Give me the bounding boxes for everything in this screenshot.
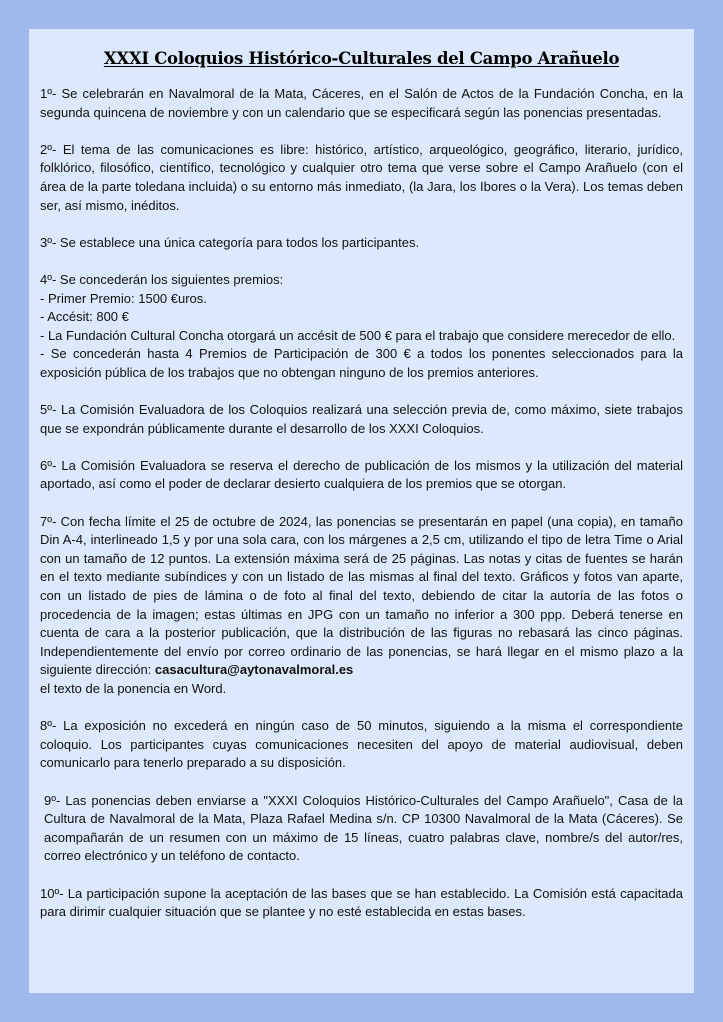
concha-accesit: - La Fundación Cultural Concha otorgará un accésit de 500 € para el trabajo que considere merecedor de ello.	[40, 327, 676, 343]
section-7	[40, 513, 683, 699]
section-8: 8º- La exposición no excederá en ningún caso de 50 minutos, siguiendo a la misma el correspondiente coloquio. Los participantes cuyas comunicaciones necesiten del apoyo de material audiovisual, deben comunicarlo para tenerlo preparado a su disposición.	[40, 718, 683, 771]
section-9: 9º- Las ponencias deben enviarse a "XXXI Coloquios Histórico-Culturales del Campo Arañuelo", Casa de la Cultura de Navalmoral de la Mata, Plaza Rafael Medina s/n. CP 10300 Navalmoral de la Mata (Cáceres). Se acompañarán de un resumen con un máximo de 15 líneas, cuatro palabras clave, nombre/s del autor/res, correo electrónico y un teléfono de contacto.	[44, 792, 683, 864]
first-prize: - Primer Premio: 1500 €uros.	[40, 290, 207, 306]
section-3: 3º- Se establece una única categoría para todos los participantes.	[40, 234, 420, 250]
participation-prizes: - Se concederán hasta 4 Premios de Participación de 300 € a todos los ponentes seleccionados para la exposición pública de los trabajos que no obtengan ninguno de los premios anteriores.	[40, 346, 683, 380]
email-link[interactable]: casacultura@aytonavalmoral.es	[154, 662, 354, 678]
section-5: 5º- La Comisión Evaluadora de los Coloquios realizará una selección previa de, como máximo, siete trabajos que se expondrán públicamente durante el desarrollo de los XXXI Coloquios.	[40, 402, 683, 436]
section-4-intro: 4º- Se concederán los siguientes premios:	[40, 271, 284, 287]
section-7-tail: el texto de la ponencia en Word.	[40, 681, 227, 696]
section-1: 1º- Se celebrarán en Navalmoral de la Mata, Cáceres, en el Salón de Actos de la Fundación Concha, en la segunda quincena de noviembre y con un calendario que se especificará según las ponencias presentadas.	[40, 86, 683, 120]
document-card	[29, 29, 694, 993]
accesit-prize: - Accésit: 800 €	[40, 309, 129, 325]
section-2: 2º- El tema de las comunicaciones es libre: histórico, artístico, arqueológico, geográfico, literario, jurídico, folklórico, filosófico, científico, tecnológico y cualquier otro tema que verse sobre el Campo Arañuelo (con el área de la parte toledana incluida) o su entorno más inmediato, (la Jara, los Ibores o la Vera). Los temas deben ser, así mismo, inéditos.	[40, 141, 683, 213]
section-10: 10º- La participación supone la aceptación de las bases que se han establecido. La Comisión está capacitada para dirimir cualquier situación que se plantee y no esté establecida en estas bases.	[40, 885, 683, 920]
section-4	[40, 271, 683, 383]
section-6: 6º- La Comisión Evaluadora se reserva el derecho de publicación de los mismos y la utilización del material aportado, así como el poder de declarar desierto cualquiera de los premios que se otorgan.	[40, 457, 683, 492]
document-title: XXXI Coloquios Histórico-Culturales del Campo Arañuelo	[103, 49, 620, 68]
section-7-text: 7º- Con fecha límite el 25 de octubre de 2024, las ponencias se presentarán en papel (una copia), en tamaño Din A-4, interlineado 1,5 y por una sola cara, con los márgenes a 2,5 cm, utilizando el tipo de letra Time o Arial con un tamaño de 12 puntos. La extensión máxima será de 25 páginas. Las notas y citas de fuentes se harán en el texto mediante subíndices y con un listado de las mismas al final del texto. Gráficos y fotos van aparte, con un listado de pies de lámina o de foto al final del texto, debiendo de citar la autoría de las fotos o procedencia de la imagen; estas últimas en JPG con un tamaño no inferior a 300 ppp. Deberá tenerse en cuenta de cara a la posterior publicación, que la distribución de las figuras no rebasará las cinco páginas. Independientemente del envío por correo ordinario de las ponencias, se hará llegar en el mismo plazo a la siguiente dirección:	[40, 513, 683, 678]
